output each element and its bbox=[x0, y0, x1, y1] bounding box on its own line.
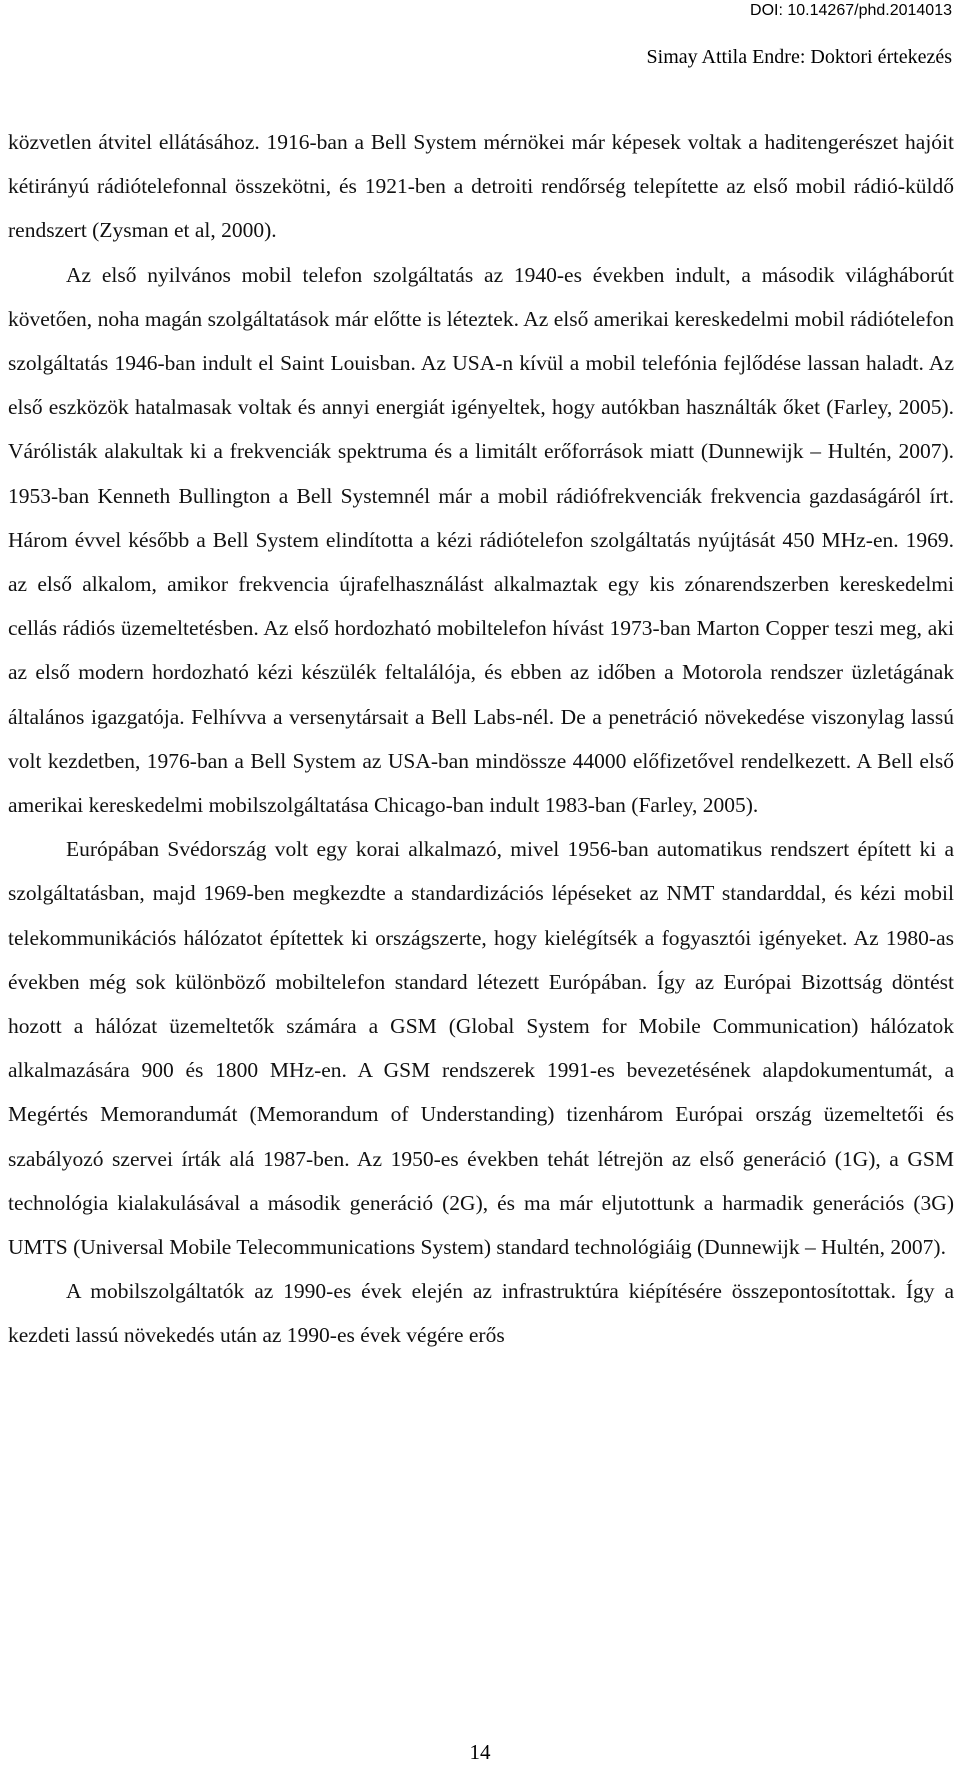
doi-header: DOI: 10.14267/phd.2014013 bbox=[750, 2, 952, 19]
author-title-header: Simay Attila Endre: Doktori értekezés bbox=[646, 46, 952, 68]
paragraph-3: Európában Svédország volt egy korai alkalmazó, mivel 1956-ban automatikus rendszert épített ki a szolgáltatásban, majd 1969-ben megkezdte a standardizációs lépéseket az NMT standarddal, és kézi mobil telekommunikációs hálózatot építettek ki országszerte, hogy kielégítsék a fogyasztói igényeket. Az 1980-as években még sok különböző mobiltelefon standard létezett Európában. Így az Európai Bizottság döntést hozott a hálózat üzemeltetők számára a GSM (Global System for Mobile Communication) hálózatok alkalmazására 900 és 1800 MHz-en. A GSM rendszerek 1991-es bevezetésének alapdokumentumát, a Megértés Memorandumát (Memorandum of Understanding) tizenhárom Európai ország üzemeltetői és szabályozó szervei írták alá 1987-ben. Az 1950-es években tehát létrejön az első generáció (1G), a GSM technológia kialakulásával a második generáció (2G), és ma már eljutottunk a harmadik generációs (3G) UMTS (Universal Mobile Telecommunications System) standard technológiáig (Dunnewijk – Hultén, 2007). bbox=[8, 837, 954, 1260]
paragraph-1: közvetlen átvitel ellátásához. 1916-ban a Bell System mérnökei már képesek voltak a haditengerészet hajóit kétirányú rádiótelefonnal összekötni, és 1921-ben a detroiti rendőrség telepítette az első mobil rádió-küldő rendszert (Zysman et al, 2000). bbox=[8, 130, 954, 243]
page-number: 14 bbox=[469, 1740, 491, 1764]
document-body bbox=[8, 120, 954, 1358]
paragraph-4: A mobilszolgáltatók az 1990-es évek elején az infrastruktúra kiépítésére összepontosítottak. Így a kezdeti lassú növekedés után az 1990-es évek végére erős bbox=[8, 1279, 954, 1348]
paragraph-2: Az első nyilvános mobil telefon szolgáltatás az 1940-es években indult, a második világháborút követően, noha magán szolgáltatások már előtte is léteztek. Az első amerikai kereskedelmi mobil rádiótelefon szolgáltatás 1946-ban indult el Saint Louisban. Az USA-n kívül a mobil telefónia fejlődése lassan haladt. Az első eszközök hatalmasak voltak és annyi energiát igényeltek, hogy autókban használták őket (Farley, 2005). Várólisták alakultak ki a frekvenciák spektruma és a limitált erőforrások miatt (Dunnewijk – Hultén, 2007). 1953-ban Kenneth Bullington a Bell Systemnél már a mobil rádiófrekvenciák frekvencia gazdaságáról írt. Három évvel később a Bell System elindította a kézi rádiótelefon szolgáltatás nyújtását 450 MHz-en. 1969. az első alkalom, amikor frekvencia újrafelhasználást alkalmaztak egy kis zónarendszerben kereskedelmi cellás rádiós üzemeltetésben. Az első hordozható mobiltelefon hívást 1973-ban Marton Copper teszi meg, aki az első modern hordozható kézi készülék feltalálója, és ebben az időben a Motorola rendszer üzletágának általános igazgatója. Felhívva a versenytársait a Bell Labs-nél. De a penetráció növekedése viszonylag lassú volt kezdetben, 1976-ban a Bell System az USA-ban mindössze 44000 előfizetővel rendelkezett. A Bell első amerikai kereskedelmi mobilszolgáltatása Chicago-ban indult 1983-ban (Farley, 2005). bbox=[8, 262, 954, 818]
